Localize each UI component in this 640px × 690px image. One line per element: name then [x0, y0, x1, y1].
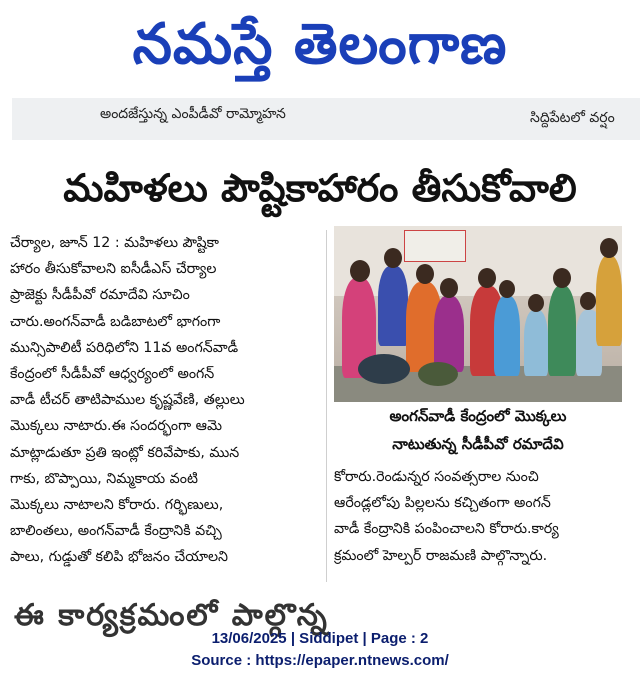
body-line: మొక్కలు నాటారు.ఈ సందర్భంగా ఆమె [10, 418, 223, 435]
photo-head [553, 268, 571, 288]
caption-line: నాటుతున్న సీడీపీవో రమాదేవి [392, 435, 564, 453]
photo-head [440, 278, 458, 298]
photo-person [494, 296, 520, 376]
cut-off-text: ఈ కార్యక్రమంలో పాల్గొన్న [14, 598, 329, 633]
ticker-right-text: సిద్దిపేటలో వర్షం [530, 110, 615, 126]
photo-head [600, 238, 618, 258]
body-line: బాలింతలు, అంగన్‌వాడీ కేంద్రానికి వచ్చి [10, 523, 222, 540]
body-line: కోరారు.రెండున్నర సంవత్సరాల నుంచి [334, 469, 539, 485]
photo-head [528, 294, 544, 312]
photo-planter [418, 362, 458, 386]
body-line: ఆరేండ్లలోపు పిల్లలను కచ్చితంగా అంగన్ [334, 495, 551, 512]
newspaper-logo: నమస్తే తెలంగాణ [132, 12, 508, 77]
photo-person [548, 286, 576, 376]
body-line: వాడీ కేంద్రానికి పంపించాలని కోరారు.కార్య [334, 521, 559, 538]
column-divider [326, 230, 327, 582]
ticker-left-text: అందజేస్తున్న ఎంపీడీవో రామ్మోహన [100, 106, 286, 122]
body-line: గాకు, బొప్పాయి, నిమ్మకాయ వంటి [10, 470, 198, 487]
article-headline: మహిళలు పౌష్టికాహారం తీసుకోవాలి [63, 166, 577, 210]
ticker-strip [12, 98, 640, 140]
body-line: ప్రాజెక్టు సీడీపీవో రమాదేవి సూచిం [10, 287, 190, 304]
body-line: క్రమంలో హెల్పర్ రాజమణి పాల్గొన్నారు. [334, 547, 548, 564]
photo-caption [334, 402, 622, 462]
photo-person [378, 266, 408, 346]
footer-source: Source : https://epaper.ntnews.com/ [191, 652, 449, 669]
photo-person [596, 256, 622, 346]
photo-planter [358, 354, 410, 384]
photo-head [499, 280, 515, 298]
cut-off-headline [0, 592, 640, 633]
photo-head [384, 248, 402, 268]
body-line: పాలు, గుడ్డుతో కలిపి భోజనం చేయాలని [10, 549, 229, 566]
photo-head [478, 268, 496, 288]
photo-wall [334, 226, 622, 296]
body-line: కేంద్రంలో సీడీపీవో ఆధ్వర్యంలో అంగన్ [10, 365, 215, 382]
photo-head [416, 264, 434, 284]
body-line: మున్సిపాలిటీ పరిధిలోని 11వ అంగన్‌వాడీ [10, 339, 239, 356]
caption-line: అంగన్‌వాడీ కేంద్రంలో మొక్కలు [389, 407, 567, 425]
photo-head [580, 292, 596, 310]
body-line: వాడీ టీచర్ తాటిపాముల కృష్ణవేణి, తల్లులు [10, 392, 245, 409]
article-body-right [334, 464, 634, 569]
photo-person [524, 310, 548, 376]
body-line: చారు.అంగన్‌వాడీ బడిబాటలో భాగంగా [10, 313, 221, 330]
footer-date-page: 13/06/2025 | Siddipet | Page : 2 [211, 630, 429, 647]
body-line: చేర్యాల, జూన్ 12 : మహిళలు పౌష్టికా [10, 235, 219, 251]
photo-banner [404, 230, 466, 262]
page-footer [0, 628, 640, 672]
body-line: హారం తీసుకోవాలని ఐసీడీఎస్ చేర్యాల [10, 261, 217, 278]
photo-person [434, 296, 464, 372]
body-line: మొక్కలు నాటాలని కోరారు. గర్భిణులు, [10, 496, 224, 513]
photo-head [350, 260, 370, 282]
masthead [0, 0, 640, 96]
article-body-left [10, 230, 326, 570]
body-line: మాట్లాడుతూ ప్రతి ఇంట్లో కరివేపాకు, మున [10, 444, 240, 461]
article-photo [334, 226, 622, 402]
